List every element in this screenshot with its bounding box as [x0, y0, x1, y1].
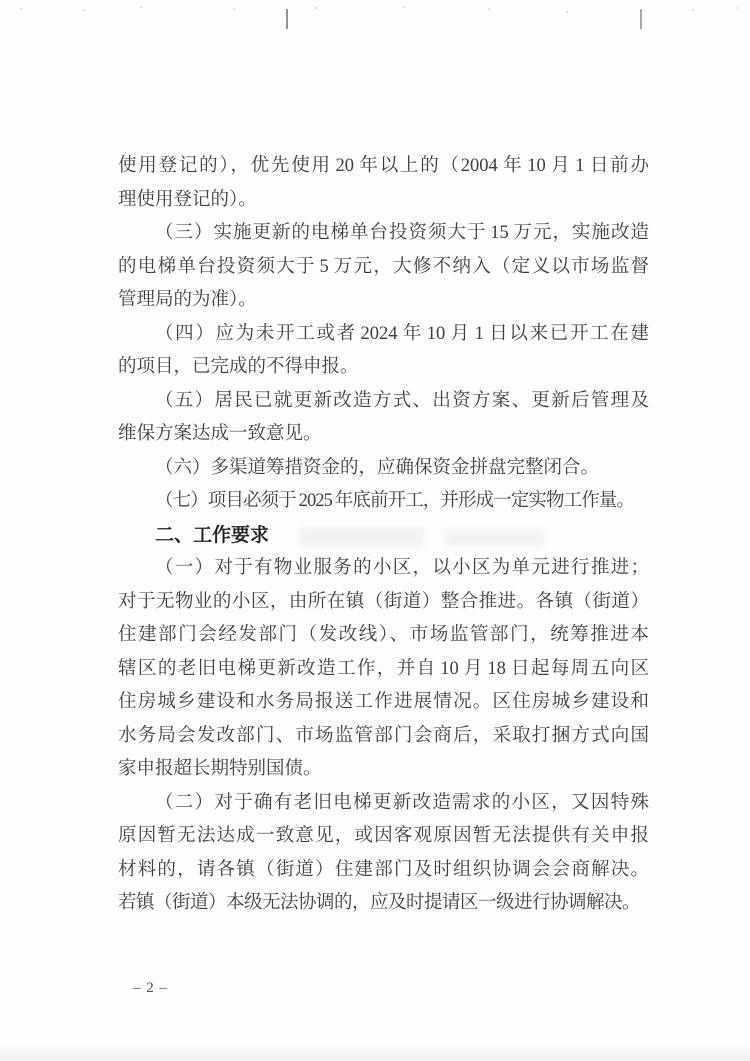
body-line: 若镇（街道）本级无法协调的，应及时提请区一级进行协调解决。	[118, 893, 641, 913]
body-line: 的电梯单台投资须大于 5 万元，大修不纳入（定义以市场监督	[118, 256, 649, 277]
body-line: （五）居民已就更新改造方式、出资方案、更新后管理及	[155, 390, 649, 411]
scan-speck	[140, 6, 142, 8]
body-line: 的项目，已完成的不得申报。	[118, 357, 359, 377]
scan-speck	[403, 6, 405, 8]
document-body	[118, 150, 649, 921]
body-line: 材料的，请各镇（街道）住建部门及时组织协调会会商解决。	[118, 859, 649, 880]
scan-speck	[692, 9, 694, 11]
body-line: 理使用登记的）。	[118, 189, 257, 210]
body-line: （六）多渠道筹措资金的，应确保资金拼盘完整闭合。	[155, 457, 600, 478]
registration-mark	[640, 9, 642, 29]
body-line: 水务局会发改部门、市场监管部门会商后，采取打捆方式向国	[118, 725, 649, 746]
scan-speck	[233, 8, 235, 10]
scan-shadow	[0, 1045, 750, 1061]
body-line: （三）实施更新的电梯单台投资须大于 15 万元，实施改造	[155, 223, 649, 243]
body-line: 住建部门会经发部门（发改线）、市场监管部门，统筹推进本	[118, 625, 649, 645]
registration-mark	[286, 9, 288, 29]
scan-speck	[315, 7, 317, 9]
body-line: 对于无物业的小区，由所在镇（街道）整合推进。各镇（街道）	[118, 591, 649, 612]
body-line: 使用登记的），优先使用 20 年以上的（2004 年 10 月 1 日前办	[118, 156, 649, 176]
body-line: （一）对于有物业服务的小区，以小区为单元进行推进；	[155, 558, 649, 578]
body-line: 维保方案达成一致意见。	[118, 424, 322, 444]
section-heading-work-requirements: 二、工作要求	[155, 523, 270, 546]
scan-speck	[488, 8, 490, 10]
body-line: 辖区的老旧电梯更新改造工作，并自 10 月 18 日起每周五向区	[118, 658, 649, 679]
body-line: 管理局的为准）。	[118, 290, 257, 310]
scan-speck	[566, 11, 568, 13]
scan-speck	[83, 9, 85, 11]
body-line: （二）对于确有老旧电梯更新改造需求的小区，又因特殊	[155, 792, 649, 813]
page-number: – 2 –	[133, 980, 168, 996]
body-line: （七）项目必须于 2025 年底前开工，并形成一定实物工作量。	[155, 491, 635, 511]
body-line: 住房城乡建设和水务局报送工作进展情况。区住房城乡建设和	[118, 692, 649, 712]
scan-speck	[737, 7, 739, 9]
body-line: 家申报超长期特别国债。	[118, 759, 322, 779]
body-line: （四）应为未开工或者 2024 年 10 月 1 日以来已开工在建	[155, 323, 649, 344]
body-line: 原因暂无法达成一致意见，或因客观原因暂无法提供有关申报	[118, 826, 649, 846]
scan-speck	[20, 8, 22, 10]
